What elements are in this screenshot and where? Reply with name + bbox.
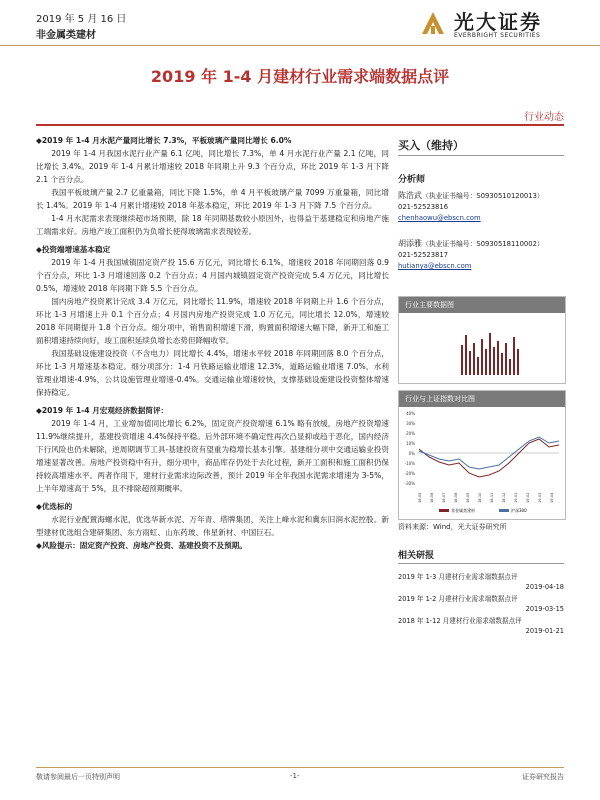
report-type-tag: 行业动态 <box>524 112 564 123</box>
section-heading: ◆优选标的 <box>36 502 73 511</box>
y-tick: 30% <box>406 421 415 426</box>
industry-data-chart-plot <box>399 313 565 383</box>
paragraph: 国内房地产投资累计完成 3.4 万亿元，同比增长 11.9%，增速较 2018 年同期上升 1.6 个百分点，环比 1-3 月增速上升 0.1 个百分点；4 月国内房地产投资完成 1.0 万亿元，同比增长 12.0%，增速较 2018 年同期提升 1.8 个百分点。细分项中，销售面积增速下滑，购置面积增速大幅下降，新开工和施工面积增速持续向好，竣工面积延续负增长态势但降幅收窄。 <box>36 297 389 345</box>
legend-label: 非金属类建材 <box>451 508 475 513</box>
y-tick: -10% <box>404 461 415 466</box>
analysts-heading: 分析师 <box>398 175 426 185</box>
series-line-building-materials <box>419 439 559 477</box>
related-title: 2019 年 1-2 月建材行业需求端数据点评 <box>398 595 518 603</box>
index-comparison-chart <box>398 390 566 520</box>
related-date: 2019-04-18 <box>525 583 564 591</box>
page-number: -1- <box>290 772 300 780</box>
x-tick: 18-07 <box>442 492 446 503</box>
legend-label: 沪深300 <box>511 508 527 513</box>
paragraph: 我国平板玻璃产量 2.7 亿重量箱，同比下降 1.5%，单 4 月平板玻璃产量 7099 万重量箱，同比增长 1.4%。2019 年 1-4 月累计增速较 2018 年基本稳定，环比 2019 年 1-3 月下降 7.5 个百分点。 <box>36 188 389 210</box>
chart-source: 资料来源：Wind，光大证券研究所 <box>398 523 507 531</box>
x-tick: 18-10 <box>478 492 482 503</box>
analyst-card <box>398 238 564 272</box>
analyst-name: 陈浩武 <box>398 191 422 200</box>
x-tick: 18-11 <box>490 492 494 503</box>
analyst-email[interactable]: hutianya@ebscn.com <box>398 262 472 270</box>
y-tick: 20% <box>406 431 415 436</box>
related-rule <box>398 563 564 564</box>
x-tick: 19-01 <box>514 492 518 503</box>
industry-data-chart <box>398 296 566 384</box>
x-tick: 18-12 <box>502 492 506 503</box>
related-report[interactable] <box>398 616 564 636</box>
footer-rule <box>36 767 564 768</box>
related-report[interactable] <box>398 594 564 614</box>
y-tick: -20% <box>404 471 415 476</box>
related-heading: 相关研报 <box>398 551 435 561</box>
related-title: 2018 年 1-12 月建材行业需求端数据点评 <box>398 617 522 625</box>
x-tick: 19-02 <box>526 492 530 503</box>
footer-report-type: 证券研究报告 <box>522 773 564 781</box>
report-body <box>36 134 389 552</box>
analyst-email[interactable]: chenhaowu@ebscn.com <box>398 214 481 222</box>
analyst-phone: 021-52523816 <box>398 203 449 211</box>
y-tick: 10% <box>406 441 415 446</box>
paragraph: 2019 年 1-4 月我国水泥行业产量 6.1 亿吨，同比增长 7.3%，单 4 月水泥行业产量 2.1 亿吨，同比增长 3.4%。2019 年 1-4 月累计增速较 2018 年同期上升 9.3 个百分点，环比 2019 年 1-3 月下降 2.1 个百分点。 <box>36 149 389 184</box>
related-title: 2019 年 1-3 月建材行业需求端数据点评 <box>398 573 518 581</box>
chart-title: 行业主要数据图 <box>399 297 565 313</box>
paragraph: 2019 年 1-4 月我国城镇固定资产投 15.6 万亿元，同比增长 6.1%，增速较 2018 年同期回落 0.9 个百分点，环比 1-3 月增速回落 0.2 个百分点；4 月国内城镇固定资产投资完成 5.4 万亿元，同比增长 0.5%，增速较 2018 年同期下降 5.5 个百分点。 <box>36 258 389 293</box>
chart-title: 行业与上证指数对比图 <box>399 391 565 407</box>
report-title: 2019 年 1-4 月建材行业需求端数据点评 <box>150 67 450 86</box>
section-heading: ◆2019 年 1-4 月水泥产量同比增长 7.3%，平板玻璃产量同比增长 6.0% <box>36 136 292 145</box>
x-tick: 18-09 <box>466 492 470 503</box>
analyst-card <box>398 190 564 224</box>
paragraph: 2019 年 1-4 月，工业增加值同比增长 6.2%，固定资产投资增速 6.1% 略有放缓，房地产投资增速 11.9%继续提升，基建投资增速 4.4%保持平稳。后外部环境不确定性再次凸显抑或趋于恶化，国内经济下行风险也仍未解除，逆周期调节工具-基建投资有望重为稳增长基本引擎。基建细分项中交通运输业投资增速显著改善。房地产投资稳中有升，细分项中，商品库存仍处于去化过程，新开工面积和施工面积仍保持较高增速水平。两者作用下，建材行业需求边际改善，预计 2019 年全年我国水泥需求增速为 3-5%，上半年增速高于 5%，且不排除超预期概率。 <box>36 419 389 493</box>
analyst-cert: （执业证书编号：S0930510120013） <box>422 192 544 200</box>
related-date: 2019-03-15 <box>525 605 564 613</box>
company-logo <box>418 6 568 42</box>
rating-rule <box>398 155 564 156</box>
paragraph: 水泥行业配置海螺水泥，优选华新水泥、万年青、塔牌集团，关注上峰水泥和冀东旧润水泥控股。新型建材优选组合建研集团、东方雨虹、山东药玻、伟星新材、中国巨石。 <box>36 515 389 537</box>
x-tick: 19-03 <box>538 492 542 503</box>
section-heading: ◆2019 年 1-4 月宏观经济数据简评： <box>36 406 169 415</box>
related-report[interactable] <box>398 572 564 592</box>
report-date: 2019 年 5 月 16 日 <box>36 14 127 25</box>
legend-swatch <box>499 509 509 512</box>
rating: 买入（维持） <box>398 139 464 152</box>
logo-text: 光大证券 <box>454 10 542 34</box>
analyst-name: 胡添雅 <box>398 239 422 248</box>
y-tick: 40% <box>406 411 415 416</box>
x-tick: 18-06 <box>430 492 434 503</box>
analyst-phone: 021-52523817 <box>398 251 449 259</box>
legend-swatch <box>439 509 449 512</box>
paragraph: 1-4 月水泥需求表现继续超市场预期，除 18 年同期基数较小原因外，也得益于基建稳定和房地产施工端需求好。房地产竣工面积仍为负增长使得玻璃需求表现较差。 <box>36 214 389 236</box>
section-heading: ◆投资端增速基本稳定 <box>36 245 111 254</box>
logo-mark-icon <box>418 8 448 38</box>
header-rule <box>0 45 600 46</box>
x-tick: 18-05 <box>418 492 422 503</box>
paragraph: 我国基础设施建设投资（不含电力）同比增长 4.4%，增速水平较 2018 年同期回落 8.0 个百分点，环比 1-3 月增速基本稳定。细分项部分：1-4 月铁路运输业增速 12.3%，道路运输业增速 7.0%，水利管理业增速-4.9%，公共设施管理业增速-0.4%。交通运输业增速较快，支撑基础设施建设投资整体增速保持稳定。 <box>36 349 389 397</box>
sector-label: 非金属类建材 <box>36 30 96 41</box>
y-tick: 0% <box>408 451 415 456</box>
risk-warning: ◆风险提示：固定资产投资、房地产投资、基建投资不及预期。 <box>36 541 247 550</box>
x-tick: 19-04 <box>550 492 554 503</box>
analyst-cert: （执业证书编号：S0930518110002） <box>422 240 544 248</box>
related-date: 2019-01-21 <box>525 627 564 635</box>
footer-disclaimer: 敬请参阅最后一页特别声明 <box>36 773 120 781</box>
index-comparison-chart-plot <box>399 407 565 519</box>
y-tick: -30% <box>404 481 415 486</box>
title-rule <box>36 124 564 126</box>
x-tick: 18-08 <box>454 492 458 503</box>
logo-subtext: EVERBRIGHT SECURITIES <box>454 32 541 39</box>
